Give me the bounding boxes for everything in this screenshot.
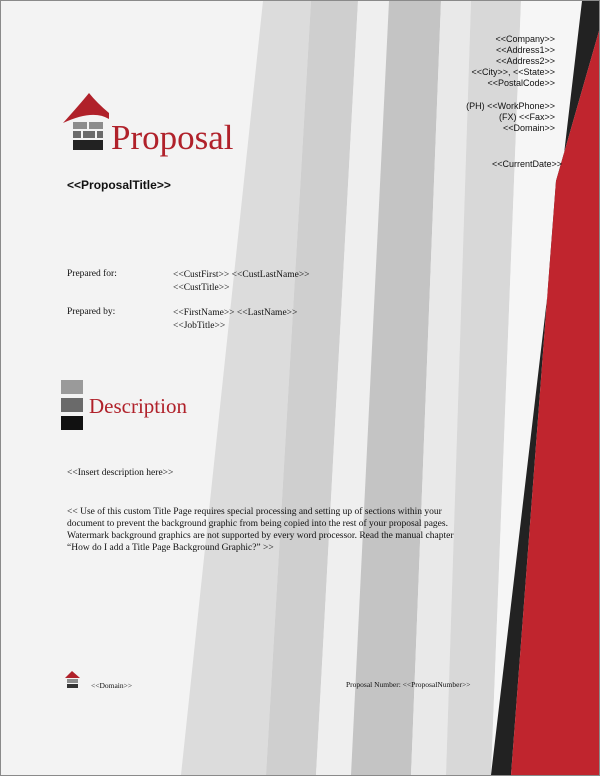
- prepared-for-title: <<CustTitle>>: [173, 283, 230, 293]
- footer-proposal-number: [346, 680, 470, 689]
- description-heading: Description: [89, 394, 187, 418]
- prepared-for-name: <<CustFirst>> <<CustLastName>>: [173, 270, 310, 280]
- house-icon: [63, 93, 109, 150]
- proposal-title: <<ProposalTitle>>: [67, 178, 171, 192]
- prepared-by-label: Prepared by:: [67, 307, 116, 317]
- header-domain: <<Domain>>: [502, 123, 555, 133]
- footer-domain: <<Domain>>: [91, 681, 133, 690]
- prepared-by-name: <<FirstName>> <<LastName>>: [173, 308, 298, 318]
- city-state: <<City>>, <<State>>: [471, 67, 555, 77]
- address2: <<Address2>>: [495, 56, 555, 66]
- address-block: [471, 34, 555, 89]
- work-phone: (PH) <<WorkPhone>>: [466, 101, 555, 111]
- stacked-blocks-icon: [61, 380, 83, 430]
- prepared-by-title: <<JobTitle>>: [173, 321, 226, 331]
- small-house-icon: [65, 671, 80, 688]
- proposal-number-label: Proposal Number:: [346, 680, 403, 689]
- postal-code: <<PostalCode>>: [487, 78, 555, 88]
- prepared-for-label: Prepared for:: [67, 269, 117, 279]
- current-date: <<CurrentDate>>: [491, 159, 562, 169]
- proposal-number-value: <<ProposalNumber>>: [402, 680, 471, 689]
- logo-title: Proposal: [111, 118, 234, 157]
- address1: <<Address1>>: [495, 45, 555, 55]
- fax: (FX) <<Fax>>: [498, 112, 555, 122]
- company: <<Company>>: [495, 34, 555, 44]
- insert-description: <<Insert description here>>: [67, 468, 174, 478]
- title-page-note: << Use of this custom Title Page requires special processing and setting up of sections within your document to prevent the background graphic from being copied into the rest of your proposal pages. Watermark background graphics are not supported by every word processor. Read the manual chapter “How do I add a Title Page Background Graphic?” >>: [67, 507, 454, 553]
- contact-block: [466, 101, 555, 134]
